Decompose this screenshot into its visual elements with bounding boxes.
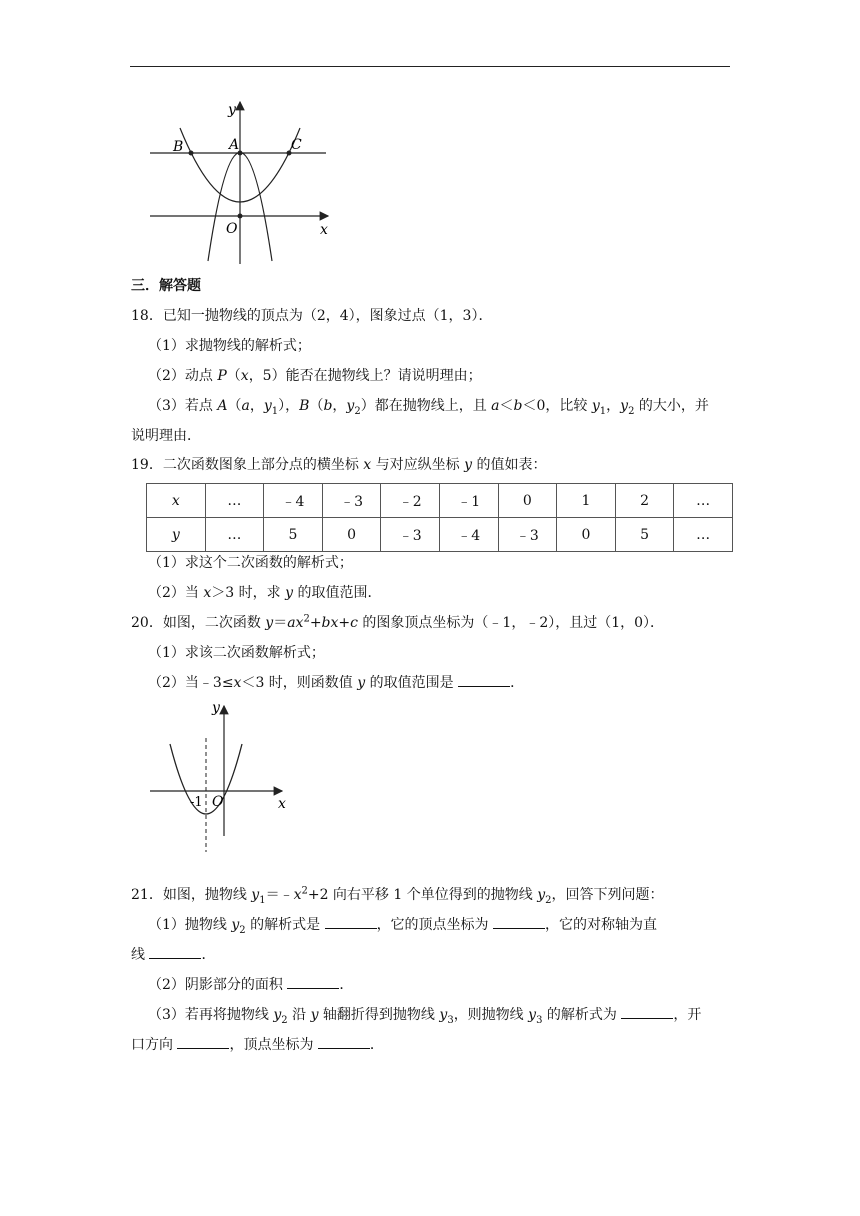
answer-blank: [177, 1035, 229, 1049]
answer-blank: [318, 1035, 370, 1049]
label-o: O: [212, 794, 224, 810]
q18-part3: （3）若点 A（a，$y_1$），B（b，$y_2$）都在抛物线上，且 a＜b＜0，比较 $y_1$，$y_2$ 的大小，并: [148, 398, 709, 417]
table-cell: 5: [264, 518, 323, 552]
q21-part1: （1）抛物线 $y_2$ 的解析式是 ，它的顶点坐标为 ，它的对称轴为直: [148, 917, 658, 936]
q19-value-table: [146, 483, 733, 552]
label-minus-one: -1: [190, 795, 203, 810]
table-cell: 5: [615, 518, 674, 552]
figure-two-parabolas: [140, 96, 340, 268]
figure-parabola-q20: [148, 696, 298, 856]
q20-part2: （2）当﹣3≤x＜3 时，则函数值 y 的取值范围是 ．: [148, 675, 525, 691]
table-header-y: y: [147, 518, 206, 552]
label-y: y: [228, 102, 236, 118]
answer-blank: [325, 915, 377, 929]
table-cell: ﹣3: [381, 518, 440, 552]
answer-blank: [287, 975, 339, 989]
q18-part2: （2）动点 P（x，5）能否在抛物线上？请说明理由；: [148, 368, 482, 384]
q19-stem: 19．二次函数图象上部分点的横坐标 x 与对应纵坐标 y 的值如表：: [131, 457, 547, 473]
answer-blank: [149, 945, 201, 959]
header-rule: [130, 66, 730, 67]
answer-blank: [621, 1005, 673, 1019]
table-cell: 0: [498, 484, 557, 518]
q20-part1: （1）求该二次函数解析式；: [148, 645, 325, 661]
table-cell: ﹣3: [322, 484, 381, 518]
q20-stem: 20．如图，二次函数 $y=ax^2+bx+c$ 的图象顶点坐标为（﹣1，﹣2），且过（1，0）．: [131, 613, 665, 631]
table-header-x: x: [147, 484, 206, 518]
label-x: x: [278, 796, 286, 812]
table-cell: ﹣2: [381, 484, 440, 518]
label-x: x: [320, 222, 328, 238]
label-o: O: [226, 221, 238, 237]
q21-part3-cont: 口方向 ，顶点坐标为 ．: [131, 1037, 384, 1053]
table-cell: …: [674, 518, 733, 552]
table-cell: ﹣4: [439, 518, 498, 552]
table-cell: 0: [557, 518, 616, 552]
table-cell: …: [205, 484, 264, 518]
q18-stem: 18．已知一抛物线的顶点为（2，4），图象过点（1，3）．: [131, 308, 493, 324]
q21-stem: 21．如图，抛物线 $y_1=﹣x^2+2$ 向右平移 1 个单位得到的抛物线 $y_2$，回答下列问题：: [131, 885, 664, 906]
label-c: C: [291, 137, 302, 153]
point-o: [238, 214, 243, 219]
point-b: [189, 151, 194, 156]
table-cell: 2: [615, 484, 674, 518]
q18-part1: （1）求抛物线的解析式；: [148, 338, 311, 354]
q18-part3-cont: 说明理由．: [131, 428, 201, 444]
table-cell: ﹣1: [439, 484, 498, 518]
table-cell: 1: [557, 484, 616, 518]
table-cell: 0: [322, 518, 381, 552]
q19-part1: （1）求这个二次函数的解析式；: [148, 555, 353, 571]
label-a: A: [229, 137, 240, 153]
table-cell: ﹣4: [264, 484, 323, 518]
q19-part2: （2）当 x＞3 时，求 y 的取值范围．: [148, 585, 382, 601]
table-row-y: [147, 518, 733, 552]
answer-blank: [493, 915, 545, 929]
section-title: 三．解答题: [131, 278, 201, 294]
q21-part1-cont: 线 ．: [131, 947, 216, 963]
table-row-x: [147, 484, 733, 518]
q21-part3: （3）若再将抛物线 $y_2$ 沿 y 轴翻折得到抛物线 $y_3$，则抛物线 $y_3$ 的解析式为 ，开: [148, 1007, 702, 1026]
label-b: B: [173, 139, 184, 155]
table-cell: …: [205, 518, 264, 552]
q21-part2: （2）阴影部分的面积 ．: [148, 977, 354, 993]
table-cell: ﹣3: [498, 518, 557, 552]
table-cell: …: [674, 484, 733, 518]
answer-blank: [458, 673, 510, 687]
label-y: y: [212, 700, 220, 716]
